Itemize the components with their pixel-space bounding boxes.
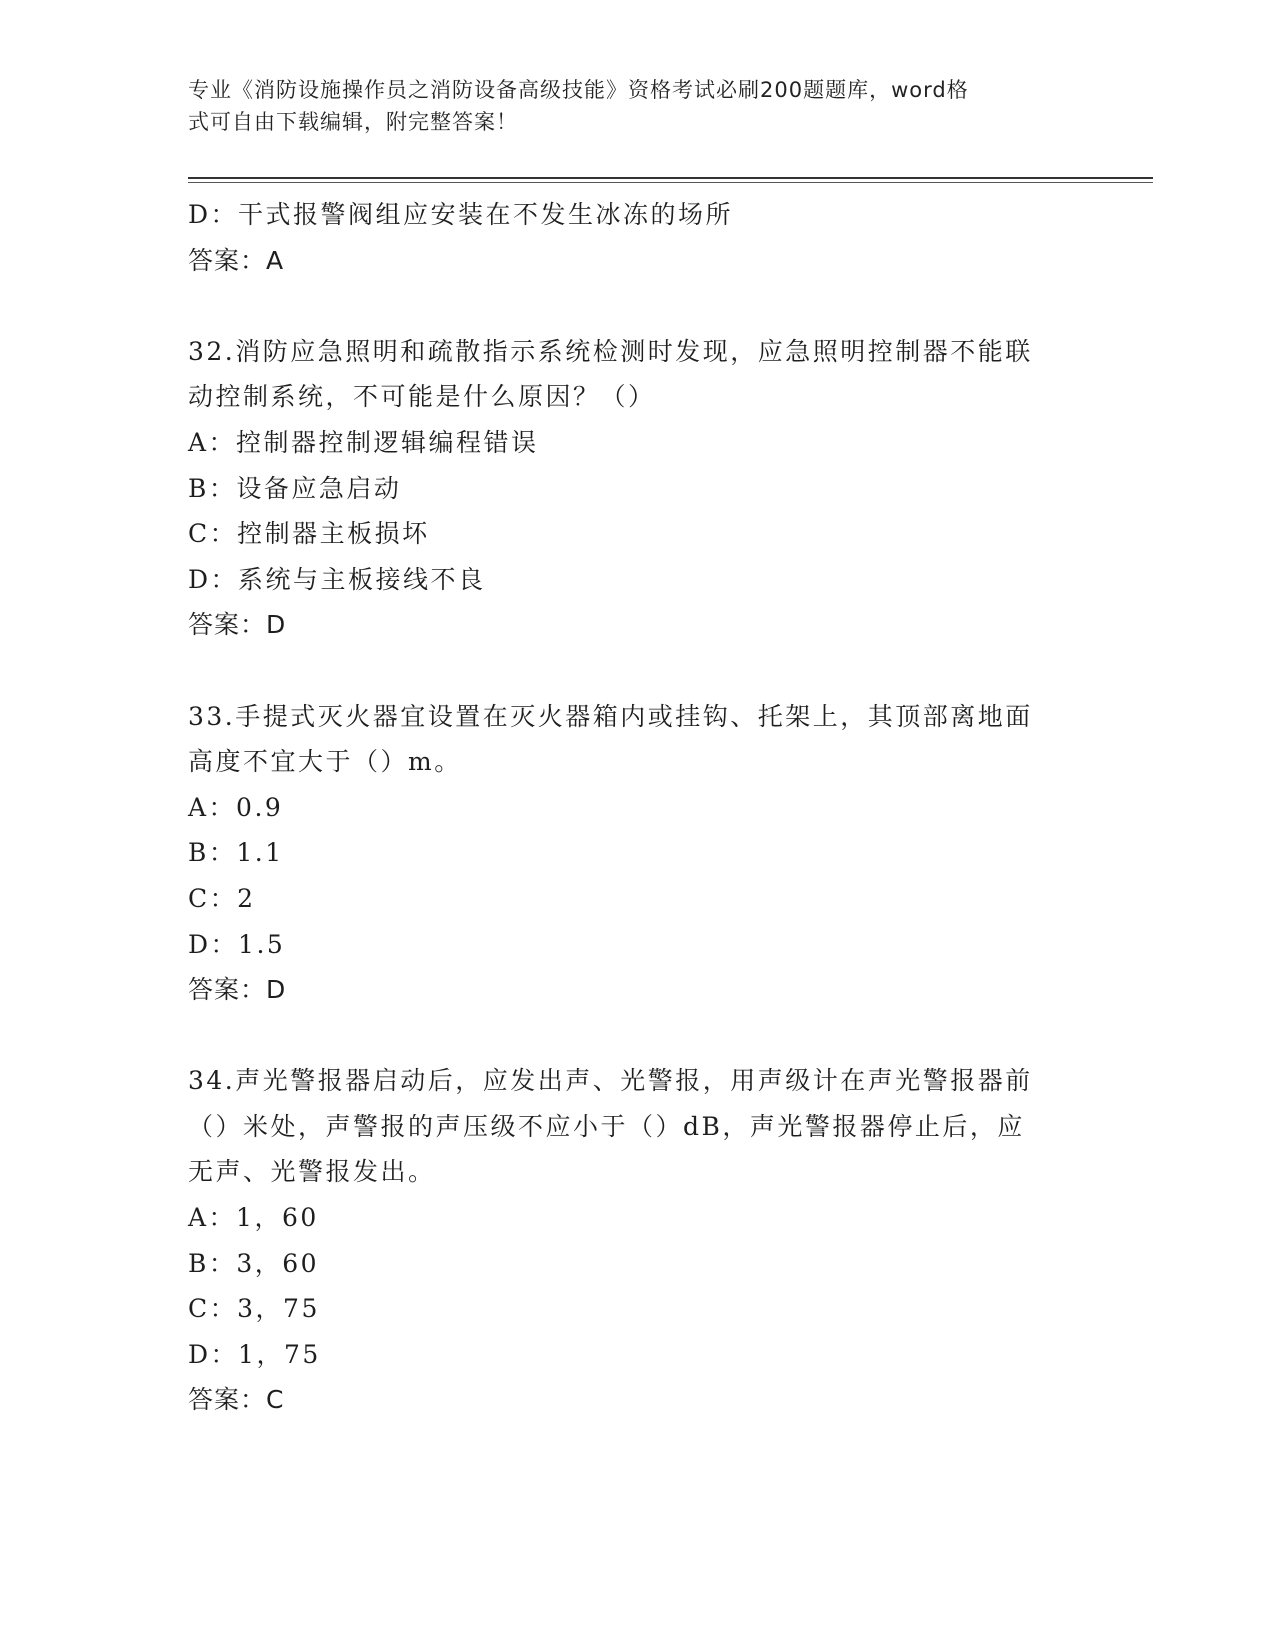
document-header — [188, 74, 1088, 138]
question-33 — [188, 694, 1088, 1013]
option-b: B：3，60 — [188, 1248, 320, 1278]
header-divider-thin — [188, 182, 1153, 183]
spacer — [188, 1013, 1088, 1059]
question-stem-line: 动控制系统，不可能是什么原因？（） — [188, 382, 656, 412]
spacer — [188, 648, 1088, 694]
spacer — [188, 283, 1088, 329]
question-stem-line: 高度不宜大于（）m。 — [188, 747, 462, 777]
question-stem-line: 34.声光警报器启动后，应发出声、光警报，用声级计在声光警报器前 — [188, 1066, 1033, 1096]
option-b: B：设备应急启动 — [188, 473, 402, 503]
question-stem-line: 无声、光警报发出。 — [188, 1157, 436, 1187]
question-stem-line: 33.手提式灭火器宜设置在灭火器箱内或挂钩、托架上，其顶部离地面 — [188, 701, 1033, 731]
prev-answer: 答案：A — [188, 245, 285, 275]
prev-option-d: D：干式报警阀组应安装在不发生冰冻的场所 — [188, 200, 734, 229]
option-a: A：1，60 — [188, 1203, 319, 1233]
option-a: A：控制器控制逻辑编程错误 — [188, 427, 539, 457]
answer: 答案：C — [188, 1385, 285, 1415]
option-d: D：1.5 — [188, 929, 286, 959]
option-c: C：3，75 — [188, 1294, 320, 1324]
option-d: D：系统与主板接线不良 — [188, 564, 486, 594]
answer: 答案：D — [188, 610, 287, 640]
option-c: C：2 — [188, 883, 256, 913]
question-stem-line: （）米处，声警报的声压级不应小于（）dB，声光警报器停止后，应 — [188, 1111, 1025, 1141]
option-a: A：0.9 — [188, 792, 284, 822]
question-32 — [188, 329, 1088, 648]
header-title-line-1: 专业《消防设施操作员之消防设备高级技能》资格考试必刷200题题库，word格 — [188, 78, 969, 102]
question-stem-line: 32.消防应急照明和疏散指示系统检测时发现，应急照明控制器不能联 — [188, 336, 1033, 366]
option-b: B：1.1 — [188, 838, 284, 868]
question-body — [188, 192, 1088, 1423]
answer: 答案：D — [188, 975, 287, 1005]
header-divider-thick — [188, 177, 1153, 179]
option-c: C：控制器主板损坏 — [188, 519, 430, 549]
option-d: D：1，75 — [188, 1339, 321, 1369]
question-34 — [188, 1058, 1088, 1423]
header-title-line-2: 式可自由下载编辑，附完整答案！ — [188, 110, 518, 134]
